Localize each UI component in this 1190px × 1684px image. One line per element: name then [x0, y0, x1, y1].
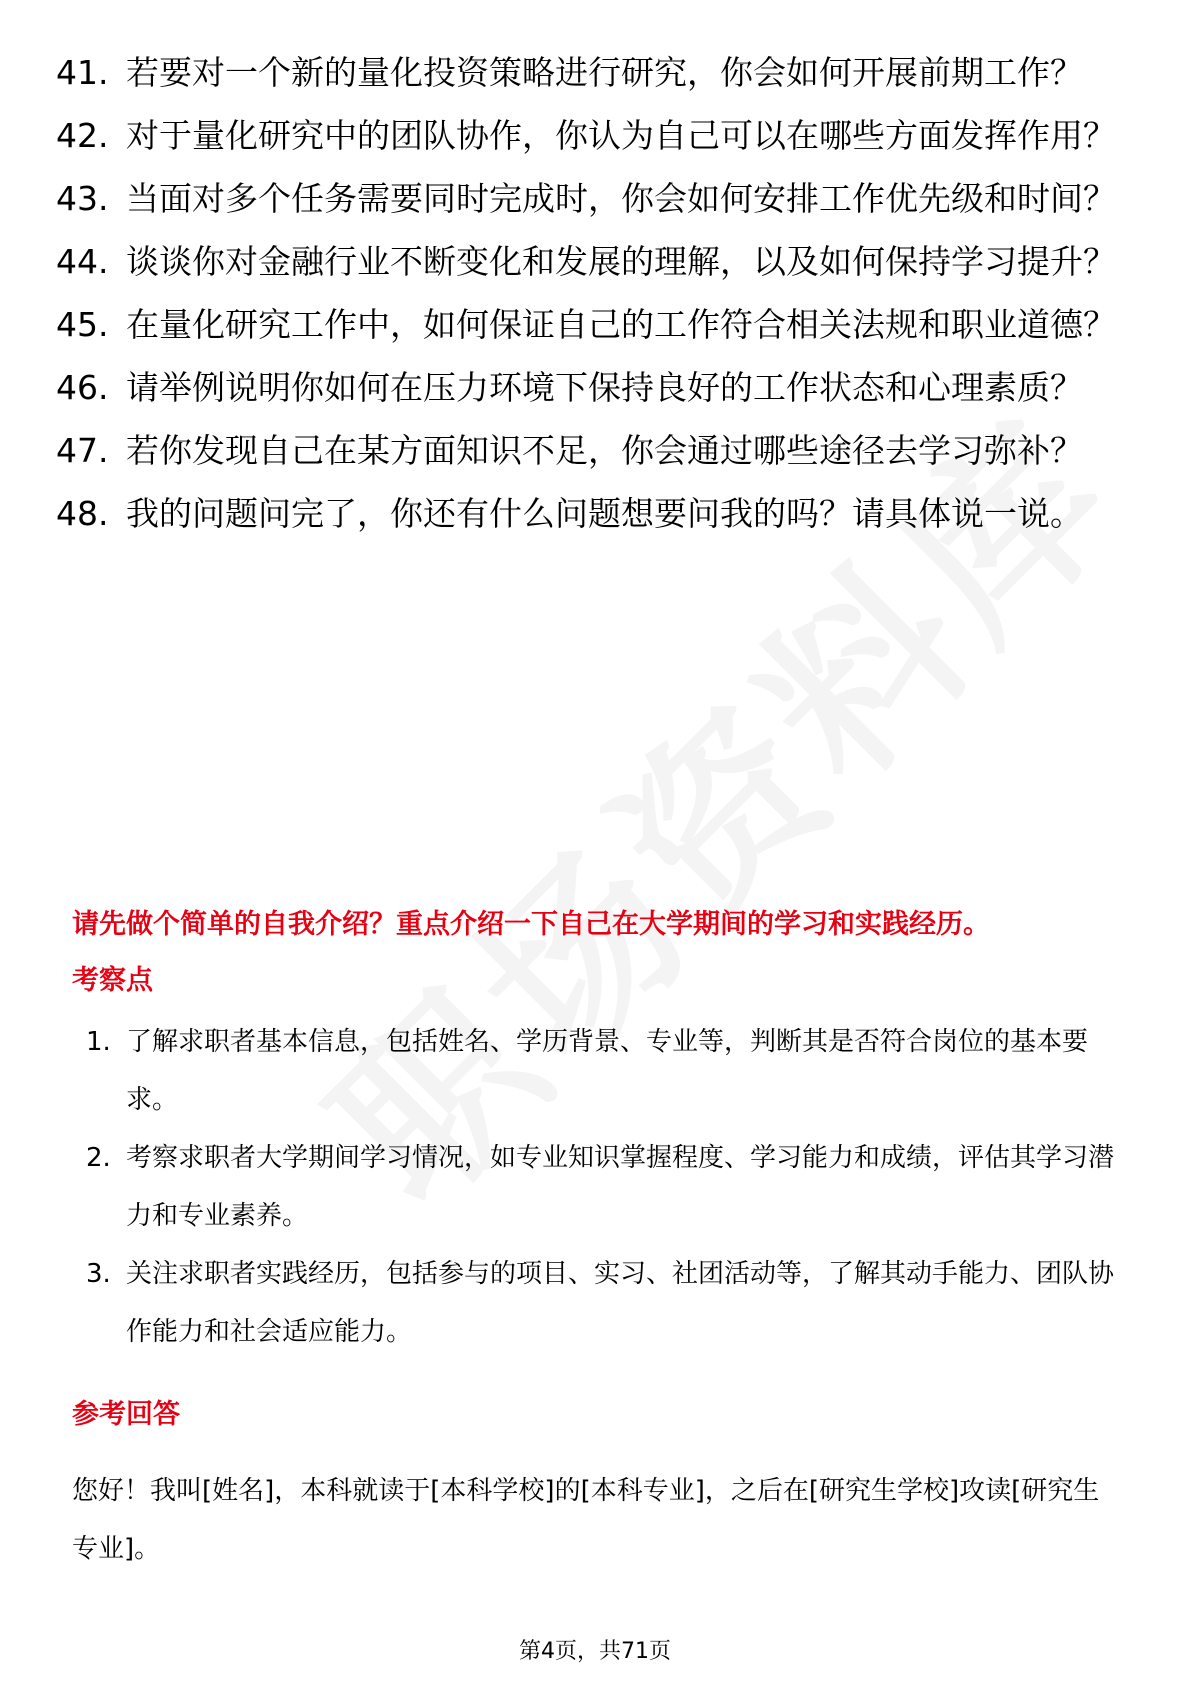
- question-number: 47.: [56, 431, 109, 470]
- question-number: 45.: [56, 305, 109, 344]
- question-text: 谈谈你对金融行业不断变化和发展的理解，以及如何保持学习提升？: [126, 242, 1116, 281]
- question-text: 当面对多个任务需要同时完成时，你会如何安排工作优先级和时间？: [126, 179, 1116, 218]
- list-item: [72, 1245, 1122, 1361]
- kaochadian-list: [72, 1013, 1122, 1361]
- question-item: [56, 304, 1136, 345]
- list-number: 2.: [86, 1143, 111, 1173]
- question-number: 41.: [56, 53, 109, 92]
- question-text: 在量化研究工作中，如何保证自己的工作符合相关法规和职业道德？: [126, 305, 1116, 344]
- question-list: [56, 52, 1136, 556]
- question-number: 48.: [56, 494, 109, 533]
- question-number: 42.: [56, 116, 109, 155]
- list-item: [72, 1013, 1122, 1129]
- reference-heading: 参考回答: [72, 1399, 180, 1430]
- list-number: 1.: [86, 1027, 111, 1057]
- question-text: 若你发现自己在某方面知识不足，你会通过哪些途径去学习弥补？: [126, 431, 1083, 470]
- intro-question-heading: 请先做个简单的自我介绍？重点介绍一下自己在大学期间的学习和实践经历。: [72, 909, 990, 940]
- question-number: 44.: [56, 242, 109, 281]
- list-number: 3.: [86, 1259, 111, 1289]
- question-item: [56, 52, 1136, 93]
- page-footer: 第4页，共71页: [519, 1639, 671, 1664]
- question-item: [56, 493, 1136, 534]
- question-text: 我的问题问完了，你还有什么问题想要问我的吗？请具体说一说。: [126, 494, 1083, 533]
- reference-answer: 您好！我叫[姓名]，本科就读于[本科学校]的[本科专业]，之后在[研究生学校]攻读[研究生专业]。: [72, 1476, 1100, 1564]
- question-item: [56, 367, 1136, 408]
- kaochadian-heading: 考察点: [72, 965, 153, 996]
- list-text: 了解求职者基本信息，包括姓名、学历背景、专业等，判断其是否符合岗位的基本要求。: [126, 1027, 1089, 1115]
- question-item: [56, 241, 1136, 282]
- question-text: 对于量化研究中的团队协作，你认为自己可以在哪些方面发挥作用？: [126, 116, 1116, 155]
- question-number: 43.: [56, 179, 109, 218]
- list-text: 关注求职者实践经历，包括参与的项目、实习、社团活动等，了解其动手能力、团队协作能力和社会适应能力。: [126, 1259, 1115, 1347]
- question-item: [56, 115, 1136, 156]
- list-text: 考察求职者大学期间学习情况，如专业知识掌握程度、学习能力和成绩，评估其学习潜力和专业素养。: [126, 1143, 1115, 1231]
- question-number: 46.: [56, 368, 109, 407]
- list-item: [72, 1129, 1122, 1245]
- question-text: 若要对一个新的量化投资策略进行研究，你会如何开展前期工作？: [126, 53, 1083, 92]
- question-item: [56, 430, 1136, 471]
- question-item: [56, 178, 1136, 219]
- question-text: 请举例说明你如何在压力环境下保持良好的工作状态和心理素质？: [126, 368, 1083, 407]
